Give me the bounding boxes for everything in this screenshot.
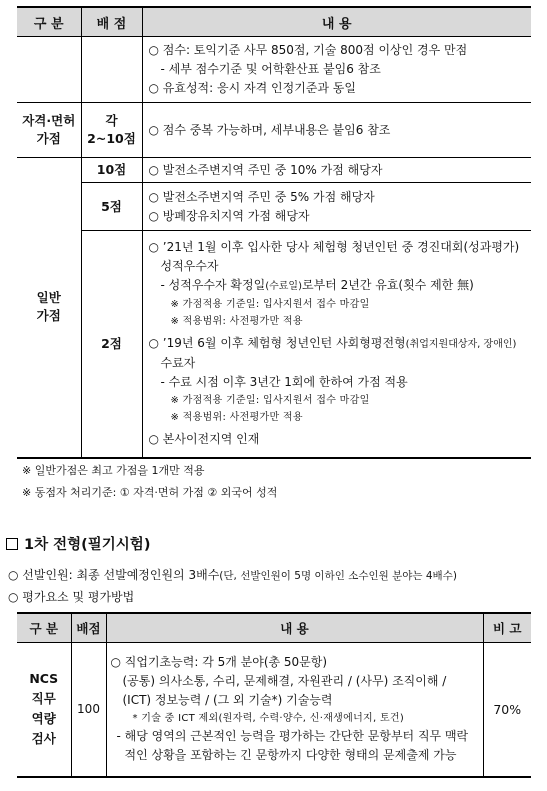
category-line: 검사 — [31, 731, 56, 747]
header-content: 내 용 — [106, 613, 483, 643]
remark-cell: 70% — [483, 643, 531, 777]
table-header-row — [17, 613, 531, 643]
content-note: ※ 적용범위: 사전평가만 적용 — [170, 316, 303, 328]
content-line: 적인 상황을 포함하는 긴 문항까지 다양한 형태의 문제출제 가능 — [124, 748, 457, 763]
content-note: ※ 가점적용 기준일: 입사지원서 접수 마감일 — [170, 395, 370, 407]
content-line: - 해당 영역의 근본적인 능력을 평가하는 간단한 문항부터 직무 맥락 — [116, 729, 469, 744]
score-cell: 10점 — [81, 158, 142, 183]
table-row — [17, 643, 531, 777]
content-cell — [142, 37, 531, 103]
content-note: ※ 가점적용 기준일: 입사지원서 접수 마감일 — [170, 299, 370, 311]
content-line: ○ 유효성적: 응시 자격 인정기준과 동일 — [148, 81, 356, 95]
content-small-text: (취업지원대상자, 장애인) — [405, 339, 517, 351]
table-row — [17, 103, 531, 158]
category-line: 직무 — [31, 691, 56, 707]
score-cell — [81, 103, 142, 158]
content-small-text: (수료일) — [265, 281, 302, 293]
table-header-row — [17, 7, 531, 37]
category-cell — [17, 103, 81, 158]
content-line: ○ ’21년 1월 이후 입사한 당사 체험형 청년인턴 중 경진대회(성과평가) — [148, 240, 520, 255]
content-cell — [142, 183, 531, 231]
category-line: 자격·면허 — [22, 113, 76, 128]
bullet-item: ○ 평가요소 및 평가방법 — [8, 590, 135, 604]
content-text: - 성적우수자 확정일 — [160, 278, 266, 293]
header-score: 배 점 — [81, 7, 142, 37]
content-line: - 세부 점수기준 및 어학환산표 붙임6 참조 — [160, 62, 381, 76]
content-note: * 기술 중 ICT 제외(원자력, 수력·양수, 신·재생에너지, 토건) — [132, 713, 405, 725]
category-line: 일반 — [36, 290, 61, 306]
content-note: ※ 적용범위: 사전평가만 적용 — [170, 412, 303, 424]
bullet-item — [8, 566, 457, 583]
bullet-text: ○ 선발인원: 최종 선발예정인원의 3배수 — [8, 568, 220, 582]
table-row — [17, 37, 531, 103]
header-category: 구 분 — [17, 613, 71, 643]
bullet-small-text: (단, 선발인원이 5명 이하인 소수인원 분야는 4배수) — [219, 570, 457, 582]
content-line: 성적우수자 — [160, 259, 219, 274]
content-line: (공통) 의사소통, 수리, 문제해결, 자원관리 / (사무) 조직이해 / — [122, 674, 447, 689]
category-cell — [17, 158, 81, 458]
category-line: NCS — [29, 671, 59, 687]
category-cell-empty — [17, 37, 81, 103]
score-line: 각 — [105, 113, 118, 128]
content-line: 수료자 — [160, 356, 196, 371]
content-cell — [142, 158, 531, 183]
section-title — [6, 533, 150, 554]
header-content: 내 용 — [142, 7, 531, 37]
score-cell: 2점 — [81, 231, 142, 458]
footnote: ※ 동점자 처리기준: ① 자격·면허 가점 ② 외국어 성적 — [22, 486, 278, 499]
header-category: 구 분 — [17, 7, 81, 37]
content-line: (ICT) 정보능력 / (그 외 기술*) 기술능력 — [122, 693, 333, 708]
content-line: ○ 본사이전지역 인재 — [148, 432, 260, 447]
content-line: ○ 발전소주변지역 주민 중 5% 가점 해당자 — [148, 189, 375, 204]
bonus-points-table — [17, 6, 531, 459]
section-title-text: 1차 전형(필기시험) — [24, 537, 151, 553]
content-cell — [106, 643, 483, 777]
category-line: 가점 — [36, 131, 61, 146]
content-line: ○ 점수 중복 가능하며, 세부내용은 붙임6 참조 — [148, 122, 391, 137]
content-line: ○ 직업기초능력: 각 5개 분야(총 50문항) — [110, 655, 328, 670]
score-cell-empty — [81, 37, 142, 103]
footnote: ※ 일반가점은 최고 가점을 1개만 적용 — [22, 464, 205, 477]
content-cell — [142, 231, 531, 458]
header-remark: 비 고 — [483, 613, 531, 643]
content-line: - 수료 시점 이후 3년간 1회에 한하여 가점 적용 — [160, 375, 408, 390]
content-text: ○ ’19년 6월 이후 체험형 청년인턴 사회형평전형 — [148, 336, 406, 351]
content-line — [149, 334, 526, 354]
category-line: 역량 — [31, 711, 56, 727]
content-line: ○ 점수: 토익기준 사무 850점, 기술 800점 이상인 경우 만점 — [148, 43, 468, 57]
content-cell — [142, 103, 531, 158]
content-line: ○ 발전소주변지역 주민 중 10% 가점 해당자 — [148, 162, 383, 177]
category-line: 가점 — [36, 308, 61, 324]
table-row — [17, 183, 531, 231]
table-row — [17, 158, 531, 183]
content-text: 로부터 2년간 유효(횟수 제한 無) — [302, 278, 474, 293]
header-score: 배점 — [71, 613, 106, 643]
table-row — [17, 231, 531, 458]
score-cell: 5점 — [81, 183, 142, 231]
score-cell: 100 — [71, 643, 106, 777]
content-line — [149, 276, 526, 296]
exam-table — [17, 612, 531, 778]
score-line: 2~10점 — [87, 131, 136, 146]
category-cell — [17, 643, 71, 777]
content-line: ○ 방폐장유치지역 가점 해당자 — [148, 208, 310, 223]
square-bullet-icon — [6, 538, 18, 550]
